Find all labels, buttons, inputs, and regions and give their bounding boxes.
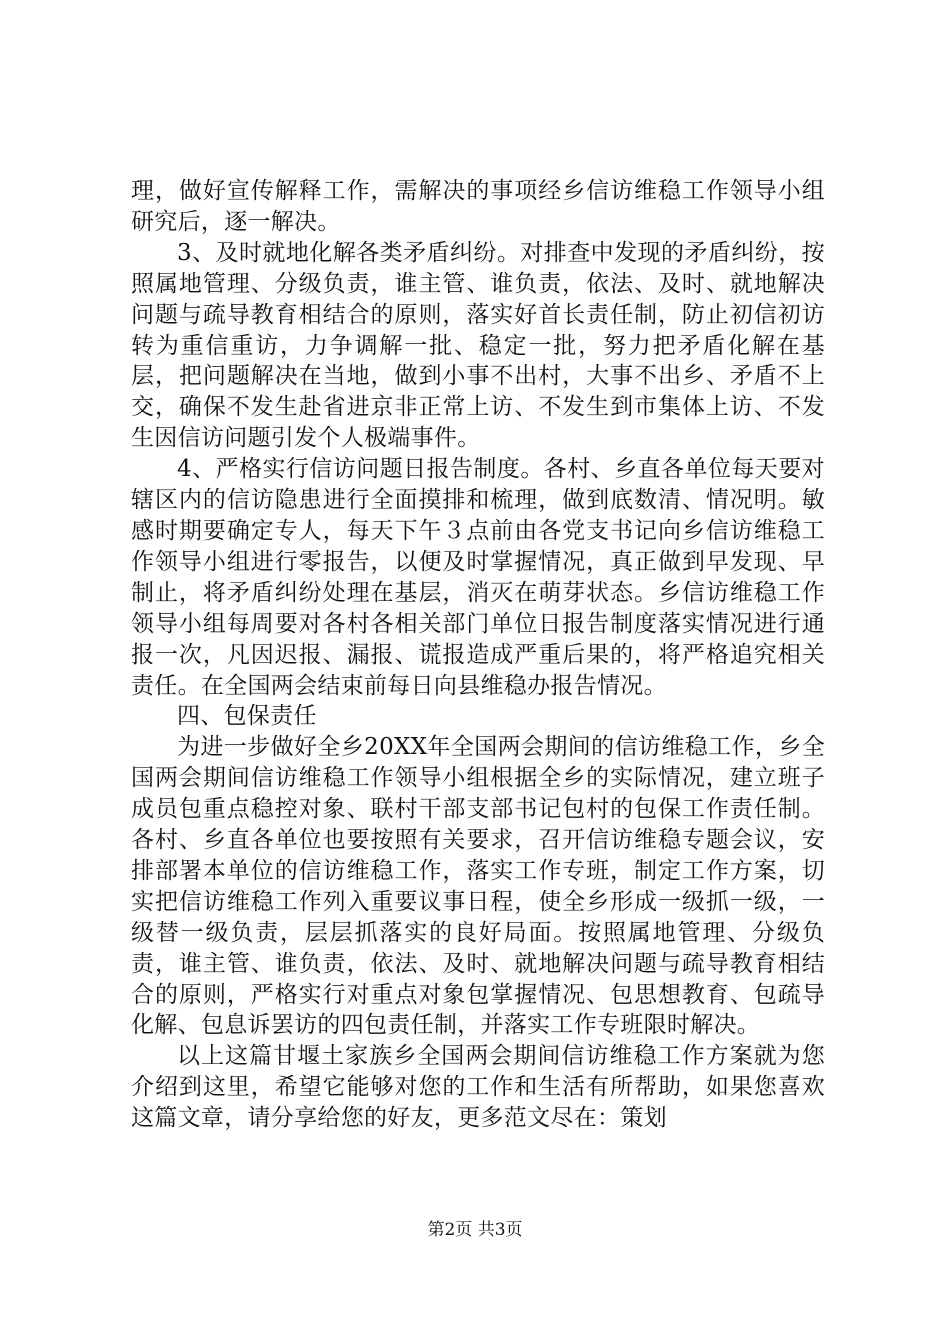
paragraph-continuation: 理，做好宣传解释工作，需解决的事项经乡信访维稳工作领导小组研究后，逐一解决。 — [131, 178, 825, 235]
document-body — [131, 176, 825, 1134]
section-heading: 四、包保责任 — [177, 703, 317, 730]
page-number: 第2页 共3页 — [427, 1220, 523, 1240]
paragraph-item-3: 3、及时就地化解各类矛盾纠纷。对排查中发现的矛盾纠纷，按照属地管理、分级负责，谁主管、谁负责，依法、及时、就地解决问题与疏导教育相结合的原则，落实好首长责任制，防止初信初访转为重信重访，力争调解一批、稳定一批，努力把矛盾化解在基层，把问题解决在当地，做到小事不出村，大事不出乡、矛盾不上交，确保不发生赴省进京非正常上访、不发生到市集体上访、不发生因信访问题引发个人极端事件。 — [131, 239, 825, 452]
paragraph-item-4: 4、严格实行信访问题日报告制度。各村、乡直各单位每天要对辖区内的信访隐患进行全面摸排和梳理，做到底数清、情况明。敏感时期要确定专人，每天下午３点前由各党支书记向乡信访维稳工作领导小组进行零报告，以便及时掌握情况，真正做到早发现、早制止，将矛盾纠纷处理在基层，消灭在萌芽状态。乡信访维稳工作领导小组每周要对各村各相关部门单位日报告制度落实情况进行通报一次，凡因迟报、漏报、谎报造成严重后果的，将严格追究相关责任。在全国两会结束前每日向县维稳办报告情况。 — [131, 456, 825, 699]
paragraph-responsibility: 为进一步做好全乡20XX年全国两会期间的信访维稳工作，乡全国两会期间信访维稳工作领导小组根据全乡的实际情况，建立班子成员包重点稳控对象、联村干部支部书记包村的包保工作责任制。各村、乡直各单位也要按照有关要求，召开信访维稳专题会议，安排部署本单位的信访维稳工作，落实工作专班，制定工作方案，切实把信访维稳工作列入重要议事日程，使全乡形成一级抓一级，一级替一级负责，层层抓落实的良好局面。按照属地管理、分级负责，谁主管、谁负责，依法、及时、就地解决问题与疏导教育相结合的原则，严格实行对重点对象包掌握情况、包思想教育、包疏导化解、包息诉罢访的四包责任制，并落实工作专班限时解决。 — [131, 734, 825, 1039]
paragraph-closing: 以上这篇甘堰土家族乡全国两会期间信访维稳工作方案就为您介绍到这里，希望它能够对您的工作和生活有所帮助，如果您喜欢这篇文章，请分享给您的好友，更多范文尽在：策划 — [131, 1043, 825, 1132]
